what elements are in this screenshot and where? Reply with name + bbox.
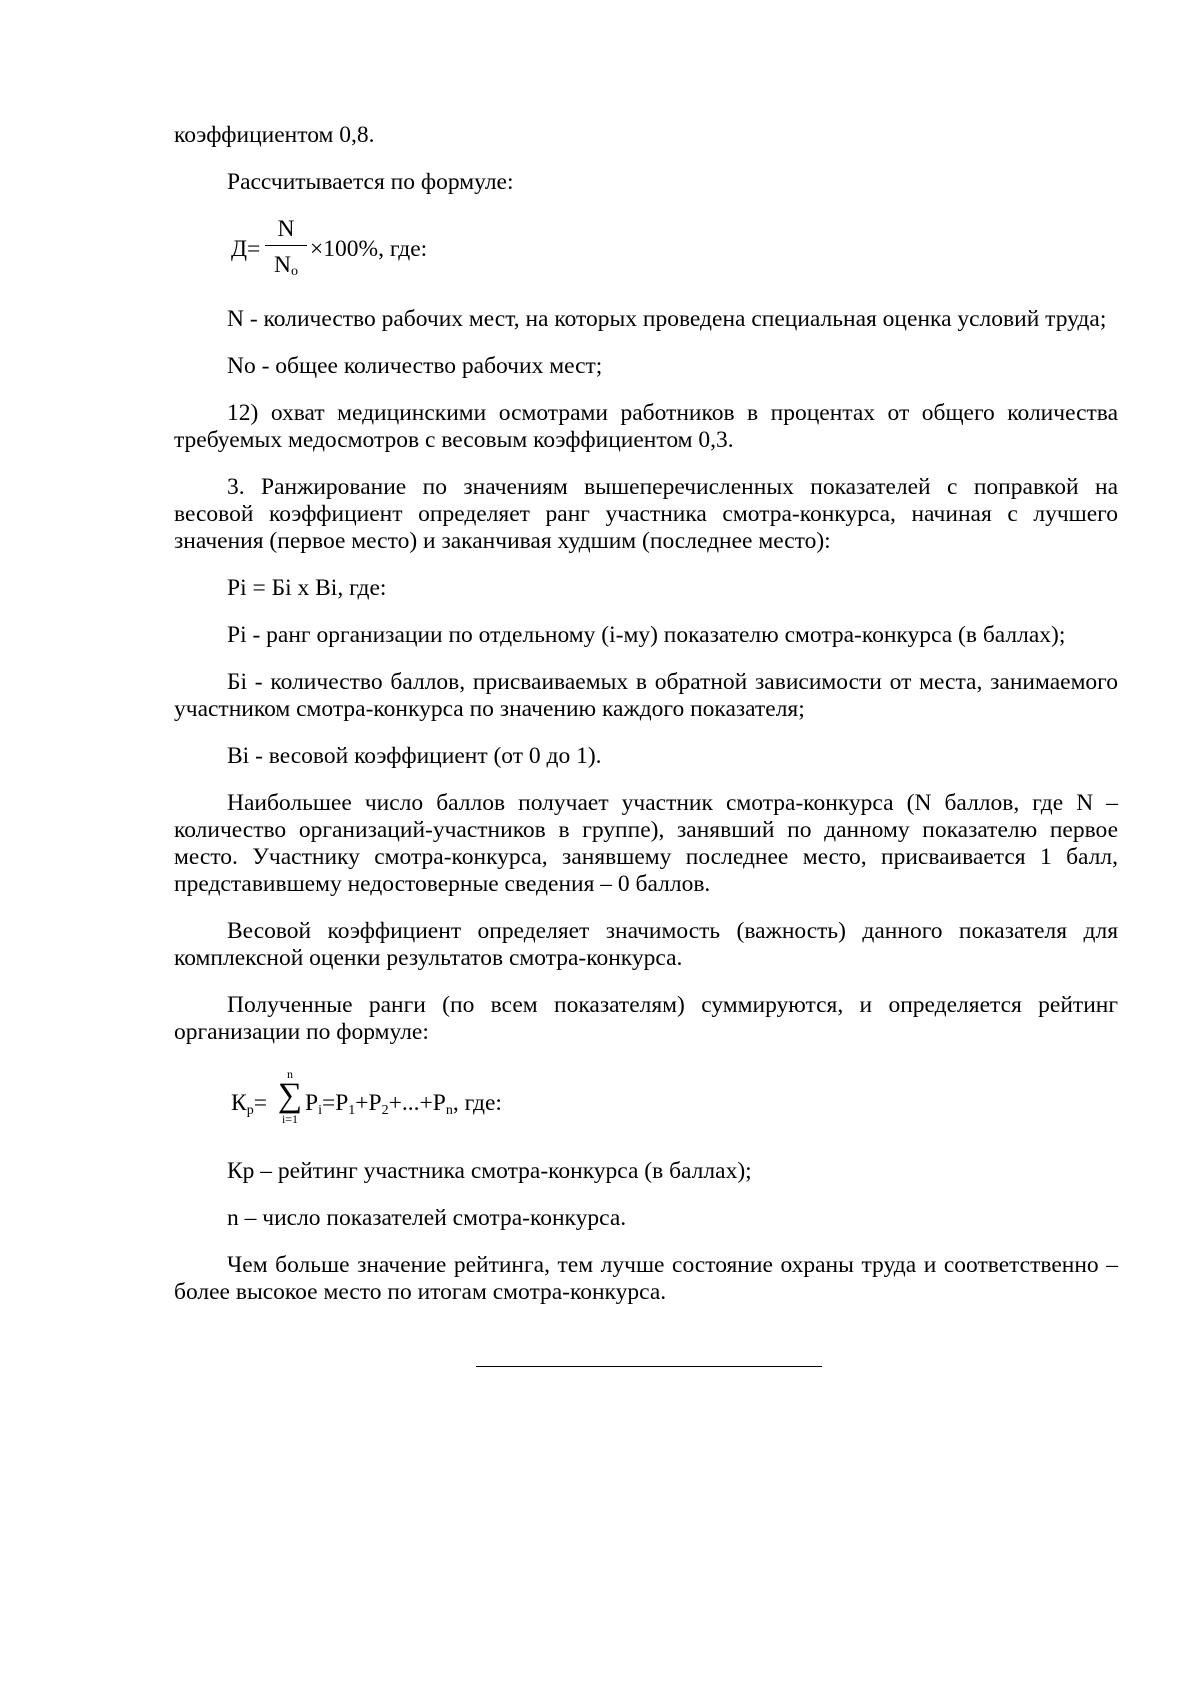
- equals-sign: =: [253, 1090, 267, 1116]
- term-p1-sub: 1: [348, 1103, 356, 1118]
- paragraph-pi-formula: Pi = Бi x Вi, где:: [227, 575, 387, 601]
- formula-d-fraction: [265, 214, 307, 281]
- term-p: P: [305, 1090, 319, 1116]
- sigma-icon: ∑: [277, 1077, 303, 1114]
- formula-rating-tail: , где:: [452, 1090, 502, 1116]
- formula-rating-lhs: [231, 1090, 267, 1117]
- paragraph-no-definition: No - общее количество рабочих мест;: [227, 353, 603, 379]
- rating-subscript: p: [246, 1103, 254, 1118]
- end-separator-line: [476, 1366, 822, 1367]
- term-p-sub: i: [318, 1103, 322, 1118]
- paragraph-vi-definition: Вi - весовой коэффициент (от 0 до 1).: [227, 743, 602, 769]
- sum-upper-limit: n: [287, 1067, 293, 1081]
- formula-d: [231, 214, 1118, 286]
- document-body: [174, 122, 1118, 1306]
- paragraph-item-12: 12) охват медицинскими осмотрами работников в процентах от общего количества требуемых медосмотров с весовым коэффициентом 0,3.: [174, 400, 1118, 453]
- paragraph-n-count-definition: n – число показателей смотра-конкурса.: [227, 1205, 627, 1231]
- summation-symbol: [277, 1068, 303, 1126]
- formula-d-lhs: Д=: [231, 236, 261, 262]
- paragraph-weight-coefficient: Весовой коэффициент определяет значимость (важность) данного показателя для комплексной оценки результатов смотра-конкурса.: [174, 918, 1118, 971]
- paragraph-coefficient-end: коэффициентом 0,8.: [174, 122, 375, 148]
- paragraph-pi-definition: Pi - ранг организации по отдельному (i-му) показателю смотра-конкурса (в баллах);: [227, 622, 1066, 648]
- formula-d-numerator: N: [277, 216, 295, 242]
- paragraph-n-definition: N - количество рабочих мест, на которых проведена специальная оценка условий труда;: [227, 306, 1107, 332]
- sum-lower-limit: i=1: [281, 1112, 299, 1126]
- formula-rating: [231, 1066, 1118, 1138]
- paragraph-bi-definition: Бi - количество баллов, присваиваемых в обратной зависимости от места, занимаемого участником смотра-конкурса по значению каждого показателя;: [174, 669, 1118, 722]
- formula-d-rhs: ×100%, где:: [310, 236, 428, 262]
- denominator-subscript: o: [290, 264, 298, 279]
- formula-rating-rhs: [305, 1090, 502, 1117]
- fraction-bar: [265, 245, 307, 246]
- term-pn-sub: n: [445, 1103, 453, 1118]
- paragraph-formula-intro: Рассчитывается по формуле:: [227, 169, 514, 195]
- paragraph-conclusion: Чем больше значение рейтинга, тем лучше состояние охраны труда и соответственно – более высокое место по итогам смотра-конкурса.: [174, 1252, 1118, 1305]
- term-p2-sub: 2: [381, 1103, 389, 1118]
- paragraph-kr-definition: Кр – рейтинг участника смотра-конкурса (в баллах);: [227, 1158, 752, 1184]
- denominator-letter: N: [274, 252, 291, 278]
- paragraph-item-3-ranking: 3. Ранжирование по значениям вышеперечисленных показателей с поправкой на весовой коэффициент определяет ранг участника смотра-конкурса, начиная с лучшего значения (первое место) и заканчивая худшим (последнее место):: [174, 474, 1118, 554]
- rating-letter: К: [231, 1090, 247, 1116]
- term-pn: +...+P: [388, 1090, 446, 1116]
- paragraph-max-points: Наибольшее число баллов получает участник смотра-конкурса (N баллов, где N – количество организаций-участников в группе), занявший по данному показателю первое место. Участнику смотра-конкурса, занявшему последнее место, присваивается 1 балл, представившему недостоверные сведения – 0 баллов.: [174, 790, 1118, 897]
- term-p2: +P: [355, 1090, 382, 1116]
- paragraph-ranks-summed: Полученные ранги (по всем показателям) суммируются, и определяется рейтинг организации по формуле:: [174, 992, 1118, 1045]
- term-p1: =P: [321, 1090, 349, 1116]
- formula-d-denominator: [265, 249, 307, 281]
